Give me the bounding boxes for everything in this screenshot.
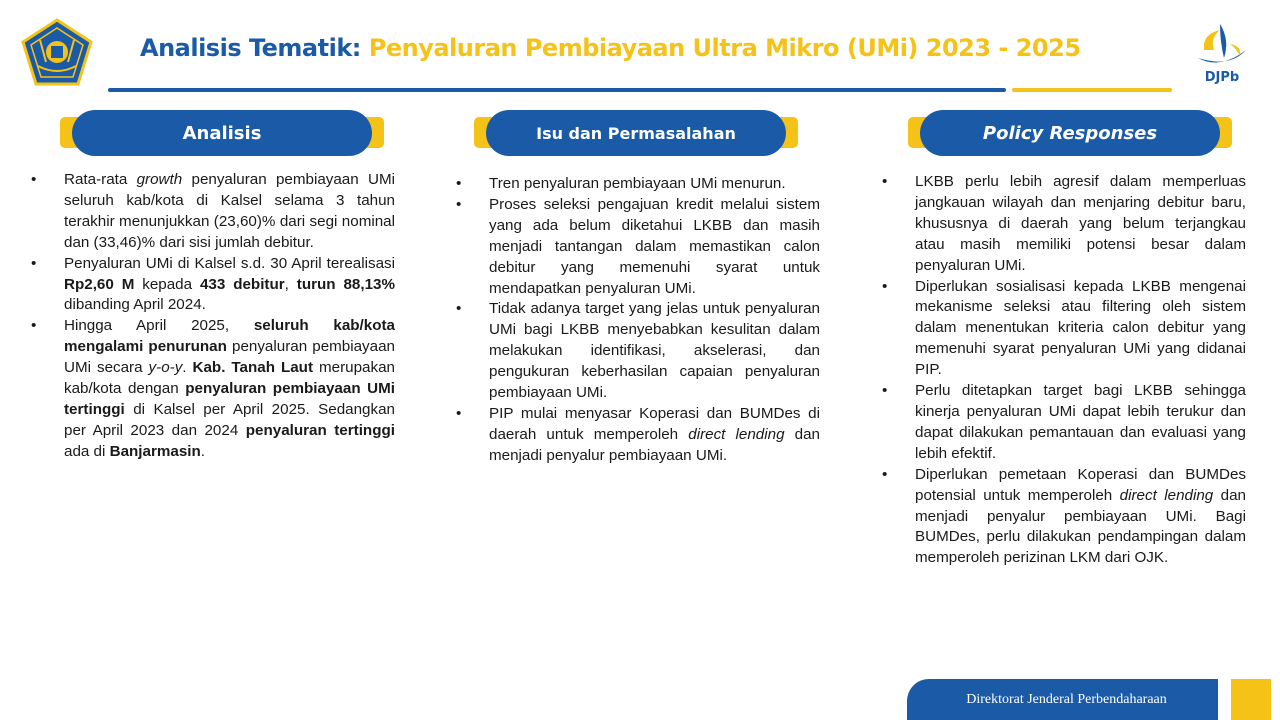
bullet-item <box>456 195 820 300</box>
bullet-text-run: penyaluran tertinggi <box>245 421 395 439</box>
section-label-isu: Isu dan Permasalahan <box>486 110 786 156</box>
bullet-text-run: turun 88,13% <box>296 275 395 293</box>
title-prefix: Analisis Tematik: <box>140 34 361 62</box>
bullet-text-run: . <box>200 442 206 460</box>
bullet-text-run: Hingga April 2025, <box>64 317 254 335</box>
bullet-text-run: seluruh kab/kota mengalami penurunan <box>64 317 395 356</box>
djpb-logo <box>1190 20 1254 92</box>
bullet-text-run: Perlu ditetapkan target bagi LKBB sehingga kinerja penyaluran UMi dapat lebih terukur dan dapat dilakukan pemantauan dan evaluasi yang lebih efektif. <box>915 382 1246 462</box>
footer-accent <box>1231 679 1271 720</box>
bullet-text-run: kepada <box>134 275 200 293</box>
bullet-item <box>882 465 1246 570</box>
isu-list <box>456 174 820 467</box>
bullet-text-run: growth <box>136 171 183 188</box>
bullet-text-run: dibanding April 2024. <box>64 296 206 314</box>
bullet-text-run: dan menjadi penyalur pembiayaan UMi. Bagi BUMDes, perlu dilakukan pendampingan dalam memperoleh perizinan LKM dari OJK. <box>915 486 1247 567</box>
bullet-item <box>31 254 395 317</box>
bullet-text-run: 433 debitur <box>199 275 285 293</box>
bullet-text-run: Tren penyaluran pembiayaan UMi menurun. <box>489 175 786 192</box>
bullet-text-run: ada di <box>64 442 110 460</box>
analisis-column <box>31 170 395 463</box>
djpb-emblem-icon <box>1190 20 1254 70</box>
bullet-text-run: di Kalsel per April 2025. Sedangkan per April 2023 dan 2024 <box>64 400 395 439</box>
bullet-text-run: merupakan kab/kota dengan <box>64 359 395 398</box>
bullet-text-run: penyaluran pembiayaan UMi tertinggi <box>64 380 395 418</box>
bullet-item <box>882 381 1246 465</box>
bullet-text-run: Tidak adanya target yang jelas untuk penyaluran UMi bagi LKBB menyebabkan kesulitan dalam melakukan identifikasi, akselerasi, dan pengukuran keberhasilan capaian penyaluran pembiayaan UMi. <box>489 300 820 402</box>
title-divider-blue <box>108 88 1006 92</box>
bullet-text-run: PIP mulai menyasar Koperasi dan BUMDes di daerah untuk memperoleh <box>489 404 820 443</box>
analisis-list <box>31 170 395 463</box>
bullet-item <box>456 404 820 467</box>
page-title <box>140 34 1081 62</box>
bullet-item <box>31 170 395 254</box>
bullet-text-run: Kab. Tanah Laut <box>192 359 314 377</box>
bullet-text-run: direct lending <box>1119 486 1214 504</box>
bullet-text-run: y-o-y <box>148 359 183 377</box>
bullet-text-run: . <box>182 359 193 377</box>
bullet-item <box>456 174 820 195</box>
djpb-logo-text: DJPb <box>1204 70 1240 85</box>
bullet-text-run: LKBB perlu lebih agresif dalam memperluas jangkauan wilayah dan menjaring debitur baru, khususnya di daerah yang belum terjangkau atau masih memiliki potensi besar dalam penyaluran UMi. <box>915 173 1246 274</box>
bullet-item <box>456 299 820 404</box>
bullet-text-run: Rata-rata <box>64 171 137 188</box>
isu-column <box>456 174 820 467</box>
title-topic: Penyaluran Pembiayaan Ultra Mikro (UMi) 2023 - 2025 <box>368 34 1081 62</box>
bullet-text-run: penyaluran pembiayaan UMi seluruh kab/kota di Kalsel selama 3 tahun terakhir menunjukkan (23,60)% dari segi nominal dan (33,46)% dari sisi jumlah debitur. <box>64 171 395 251</box>
bullet-item <box>882 172 1246 277</box>
bullet-item <box>31 316 395 462</box>
section-header-isu <box>486 110 786 156</box>
section-label-analisis: Analisis <box>72 110 372 156</box>
section-label-policy: Policy Responses <box>920 110 1220 156</box>
bullet-text-run: Penyaluran UMi di Kalsel s.d. 30 April terealisasi <box>64 254 395 272</box>
bullet-text-run: Proses seleksi pengajuan kredit melalui sistem yang ada belum diketahui LKBB dan masih menjadi tantangan dalam memastikan calon debitur yang memenuhi syarat untuk mendapatkan penyaluran UMi. <box>489 195 820 297</box>
bullet-text-run: dan menjadi penyalur pembiayaan UMi. <box>489 425 821 464</box>
kemenkeu-logo <box>20 18 94 88</box>
bullet-text-run: Diperlukan pemetaan Koperasi dan BUMDes potensial untuk memperoleh <box>915 465 1246 504</box>
section-header-policy <box>920 110 1220 156</box>
section-header-analisis <box>72 110 372 156</box>
bullet-text-run: Banjarmasin <box>109 442 201 460</box>
title-divider-yellow <box>1012 88 1172 92</box>
bullet-item <box>882 277 1246 382</box>
bullet-text-run: , <box>284 275 297 293</box>
bullet-text-run: Diperlukan sosialisasi kepada LKBB mengenai mekanisme seleksi atau filtering oleh sistem dalam menentukan kriteria calon debitur yang memenuhi syarat penyaluran UMi yang didanai PIP. <box>915 277 1246 379</box>
policy-column <box>882 172 1246 569</box>
bullet-text-run: direct lending <box>688 425 785 443</box>
footer-label: Direktorat Jenderal Perbendaharaan <box>907 679 1218 720</box>
bullet-text-run: Rp2,60 M <box>64 275 135 293</box>
bullet-text-run: penyaluran pembiayaan UMi secara <box>64 338 395 377</box>
policy-list <box>882 172 1246 569</box>
